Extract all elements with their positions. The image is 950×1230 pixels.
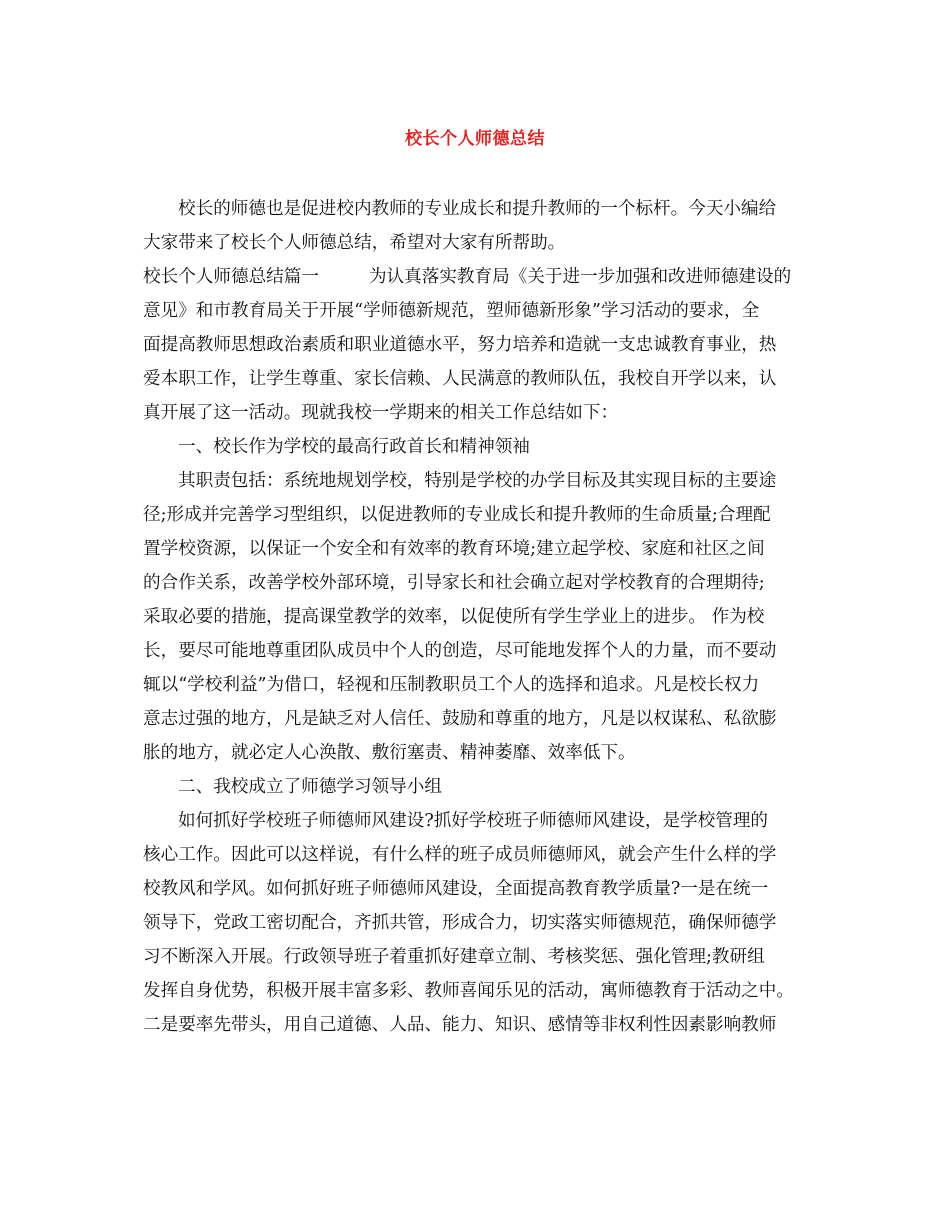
text-line: 辄以“学校利益”为借口，轻视和压制教职员工个人的选择和追求。凡是校长权力 [143, 675, 760, 695]
text-line: 长，要尽可能地尊重团队成员中个人的创造，尽可能地发挥个人的力量，而不要动 [143, 641, 777, 661]
text-line: 其职责包括：系统地规划学校，特别是学校的办学目标及其实现目标的主要途 [178, 471, 777, 491]
section-heading: 二、我校成立了师德学习领导小组 [178, 777, 442, 797]
text-line: 大家带来了校长个人师德总结，希望对大家有所帮助。 [143, 233, 566, 253]
text-line: 二是要率先带头，用自己道德、人品、能力、知识、感情等非权利性因素影响教师 [143, 1015, 777, 1035]
section-heading: 一、校长作为学校的最高行政首长和精神领袖 [178, 437, 530, 457]
text-line: 校教风和学风。如何抓好班子师德师风建设，全面提高教育教学质量?一是在统一 [143, 879, 769, 899]
text-segment: 为认真落实教育局《关于进一步加强和改进师德建设的 [368, 267, 792, 287]
text-line: 发挥自身优势，积极开展丰富多彩、教师喜闻乐见的活动，寓师德教育于活动之中。 [143, 981, 794, 1001]
document-body [143, 192, 823, 1042]
text-line: 采取必要的措施，提高课堂教学的效率，以促使所有学生学业上的进步。 作为校 [143, 607, 765, 627]
document-title: 校长个人师德总结 [405, 129, 545, 149]
text-line: 径;形成并完善学习型组织，以促进教师的专业成长和提升教师的生命质量;合理配 [143, 505, 771, 525]
text-line: 习不断深入开展。行政领导班子着重抓好建章立制、考核奖惩、强化管理;教研组 [143, 947, 765, 967]
text-line: 的合作关系，改善学校外部环境，引导家长和社会确立起对学校教育的合理期待; [143, 573, 765, 593]
subheading: 校长个人师德总结篇一 [143, 267, 319, 287]
text-line: 爱本职工作，让学生尊重、家长信赖、人民满意的教师队伍，我校自开学以来，认 [143, 369, 777, 389]
text-line: 意志过强的地方，凡是缺乏对人信任、鼓励和尊重的地方，凡是以权谋私、私欲膨 [143, 709, 777, 729]
text-line: 面提高教师思想政治素质和职业道德水平，努力培养和造就一支忠诚教育事业，热 [143, 335, 777, 355]
text-line: 真开展了这一活动。现就我校一学期来的相关工作总结如下： [143, 403, 619, 423]
text-line: 核心工作。因此可以这样说，有什么样的班子成员师德师风，就会产生什么样的学 [143, 845, 777, 865]
text-line: 意见》和市教育局关于开展“学师德新规范，塑师德新形象”学习活动的要求，全 [143, 301, 760, 321]
text-line: 领导下，党政工密切配合，齐抓共管，形成合力，切实落实师德规范，确保师德学 [143, 913, 777, 933]
text-line: 如何抓好学校班子师德师风建设?抓好学校班子师德师风建设，是学校管理的 [178, 811, 769, 831]
text-line: 胀的地方，就必定人心涣散、敷衍塞责、精神萎靡、效率低下。 [143, 743, 636, 763]
section-intro-line [143, 260, 823, 294]
text-line: 置学校资源，以保证一个安全和有效率的教育环境;建立起学校、家庭和社区之间 [143, 539, 765, 559]
text-line: 校长的师德也是促进校内教师的专业成长和提升教师的一个标杆。今天小编给 [178, 199, 777, 219]
